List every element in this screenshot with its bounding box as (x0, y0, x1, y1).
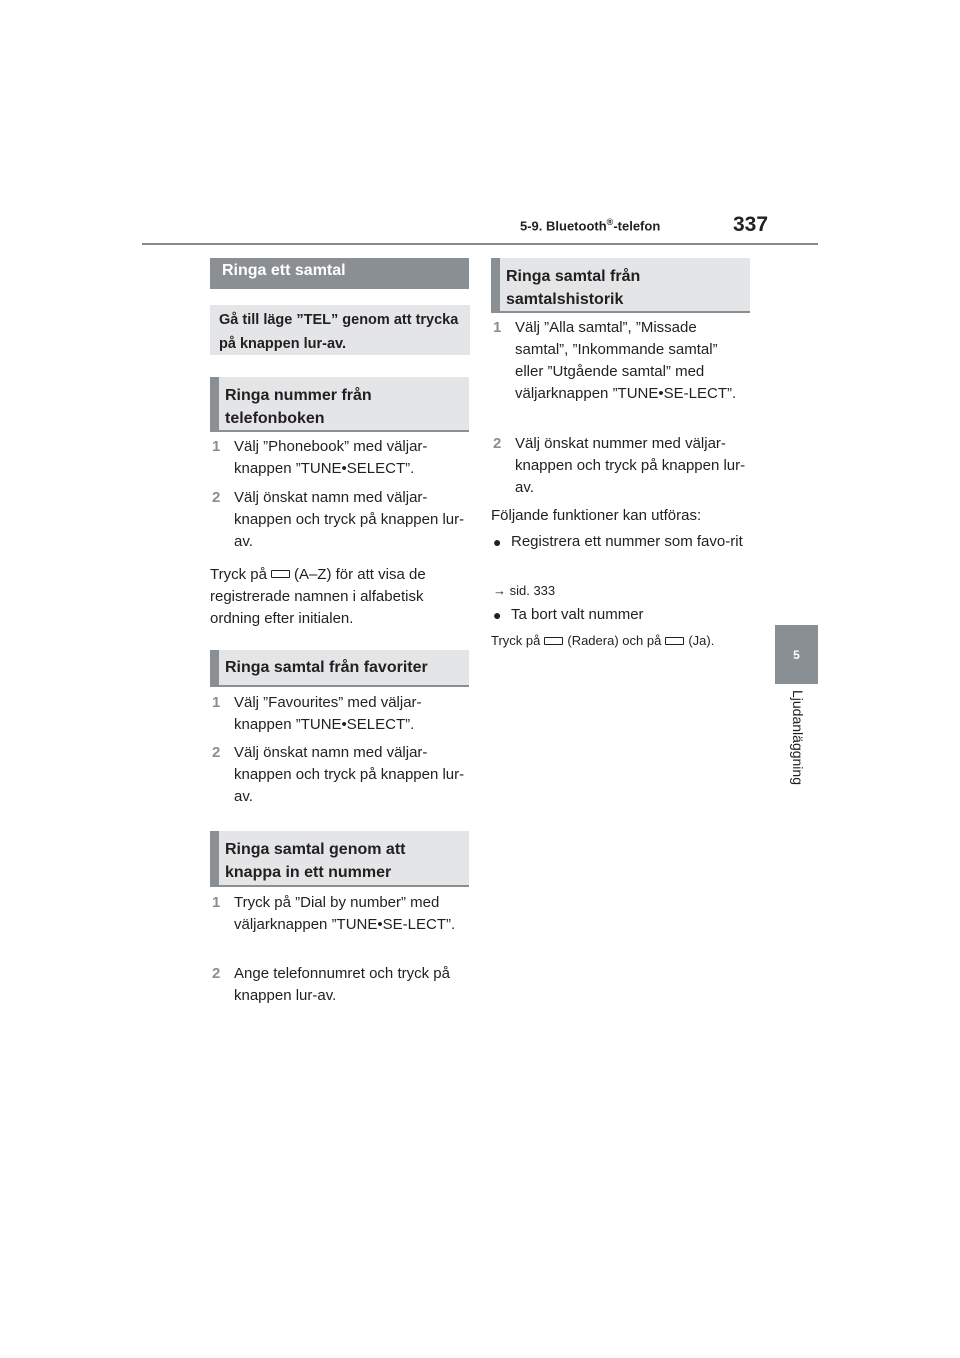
step-number: 2 (212, 965, 221, 982)
bullet-dot: ● (493, 534, 502, 550)
dial-heading: Ringa samtal genom att knappa in ett nummer (210, 831, 469, 887)
button-icon (271, 570, 290, 578)
intro-box: Gå till läge ”TEL” genom att trycka på knappen lur-av. (210, 305, 470, 355)
step-number: 2 (212, 489, 221, 506)
delete-note-a: Tryck på (491, 633, 541, 648)
delete-note-c: (Ja). (688, 633, 715, 648)
step-text: Välj önskat namn med väljar-knappen och tryck på knappen lur-av. (234, 744, 465, 805)
button-icon (544, 637, 563, 645)
phonebook-step-2 (212, 487, 470, 553)
history-heading: Ringa samtal från samtalshistorik (491, 258, 750, 313)
header-rule (142, 243, 818, 245)
step-number: 2 (212, 744, 221, 761)
step-text: Ange telefonnumret och tryck på knappen lur-av. (234, 965, 450, 1004)
bullet-text: Registrera ett nummer som favo-rit (511, 533, 743, 550)
phonebook-step-1 (212, 436, 470, 480)
running-header (520, 217, 660, 233)
step-number: 2 (493, 435, 502, 452)
chapter-tab-label: Ljudanläggning (790, 690, 806, 785)
favorites-step-2 (212, 742, 470, 808)
phonebook-note (210, 564, 472, 630)
history-step-1 (493, 317, 751, 427)
step-text: Välj önskat namn med väljar-knappen och tryck på knappen lur-av. (234, 489, 465, 550)
phonebook-heading: Ringa nummer från telefonboken (210, 377, 469, 432)
step-number: 1 (212, 438, 221, 455)
favorites-step-1 (212, 692, 470, 736)
button-icon (665, 637, 684, 645)
section-title-suffix: -telefon (613, 218, 661, 234)
step-text: Välj ”Favourites” med väljar-knappen ”TUNE•SELECT”. (234, 694, 422, 733)
bullet-delete-number (493, 604, 751, 626)
delete-note-b: (Radera) och på (567, 633, 662, 648)
page-number: 337 (733, 213, 769, 236)
functions-intro: Följande funktioner kan utföras: (491, 507, 702, 524)
note-text-before: Tryck på (210, 566, 267, 583)
section-title: 5-9. Bluetooth (520, 218, 607, 234)
step-text: Tryck på ”Dial by number” med väljarknappen ”TUNE•SE-LECT”. (234, 894, 456, 933)
dial-step-1 (212, 892, 470, 958)
dial-step-2 (212, 963, 470, 1007)
registered-mark: ® (606, 217, 614, 227)
bullet-dot: ● (493, 607, 502, 623)
bullet-text: Ta bort valt nummer (511, 606, 644, 623)
step-text: Välj ”Alla samtal”, ”Missade samtal”, ”Inkommande samtal” eller ”Utgående samtal” med väljarknappen ”TUNE•SE-LECT”. (515, 319, 737, 402)
delete-note (491, 632, 714, 650)
favorites-heading: Ringa samtal från favoriter (210, 650, 469, 687)
note-text-after: (A–Z) för att visa de registrerade namnen i alfabetisk ordning efter initialen. (210, 566, 426, 627)
step-number: 1 (212, 894, 221, 911)
bullet-register-favorite (493, 531, 751, 575)
chapter-tab-label-wrap (784, 690, 806, 802)
step-text: Välj önskat nummer med väljar-knappen och tryck på knappen lur-av. (515, 435, 746, 496)
history-step-2 (493, 433, 751, 499)
step-number: 1 (212, 694, 221, 711)
page-reference: → sid. 333 (493, 583, 556, 598)
chapter-tab: 5 (775, 625, 818, 684)
main-heading: Ringa ett samtal (210, 258, 469, 289)
step-text: Välj ”Phonebook” med väljar-knappen ”TUNE•SELECT”. (234, 438, 428, 477)
step-number: 1 (493, 319, 502, 336)
